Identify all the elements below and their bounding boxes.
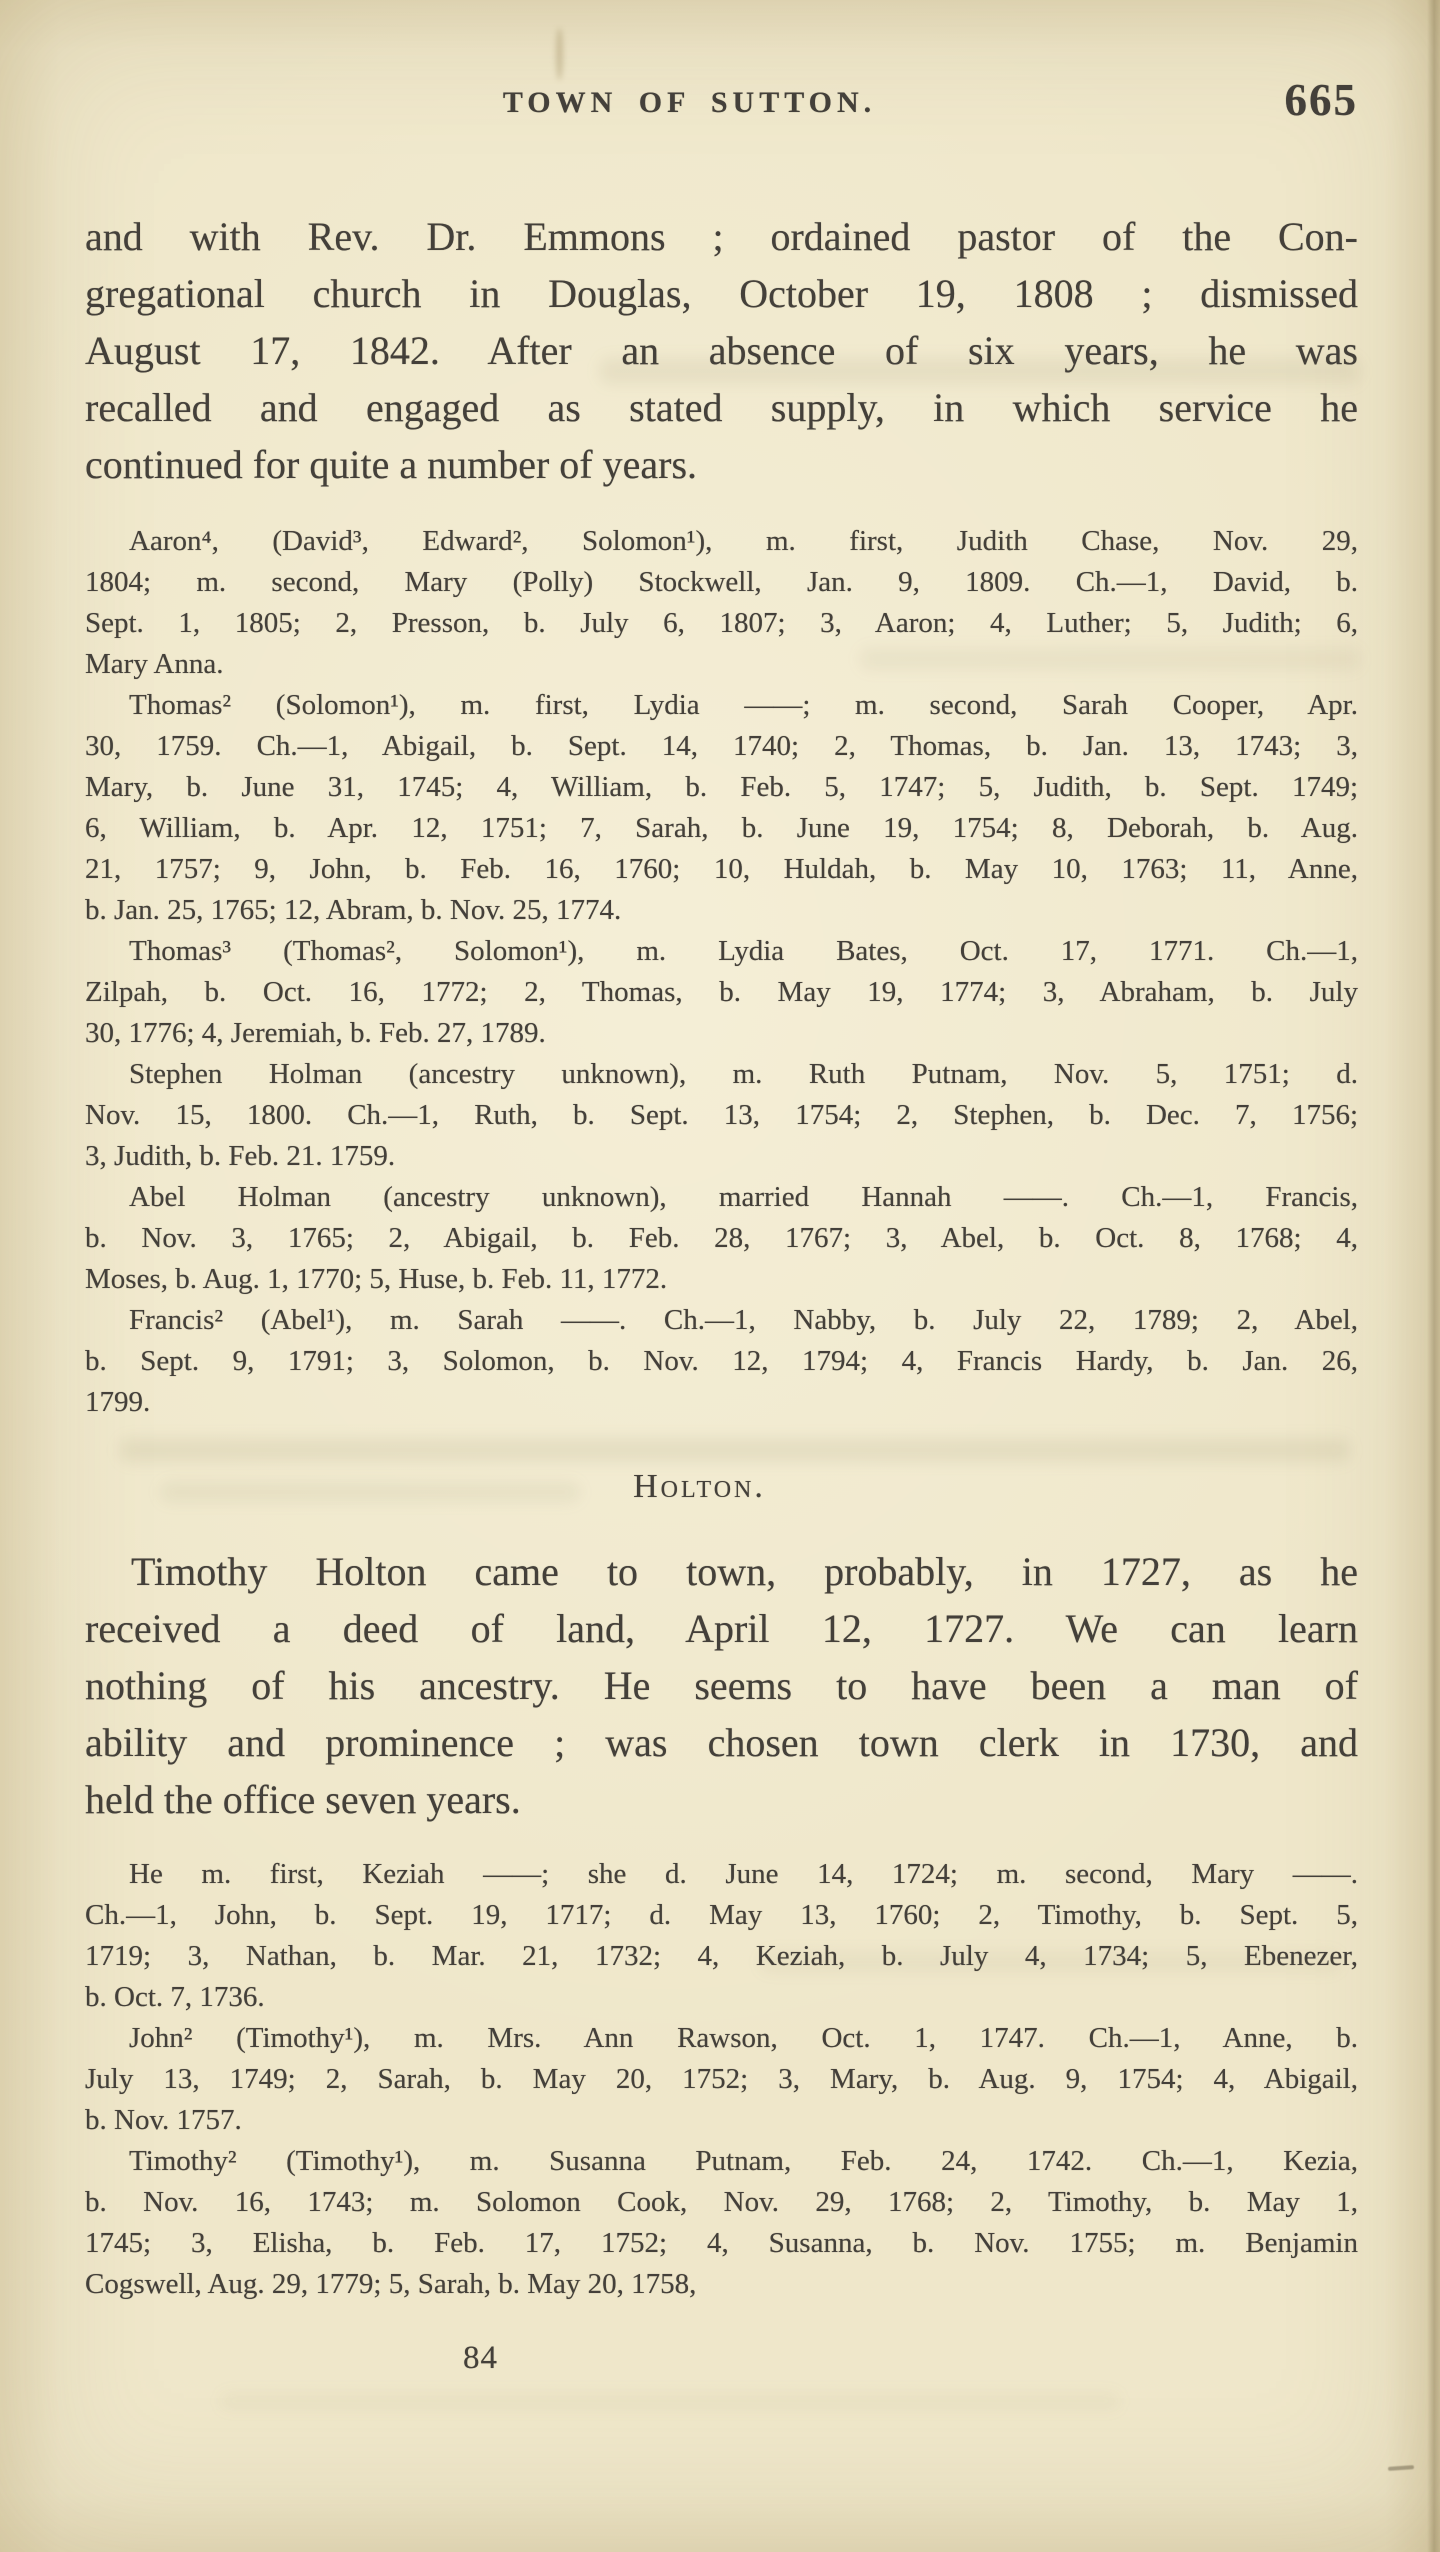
text-line: b. Nov. 3, 1765; 2, Abigail, b. Feb. 28, 1767; 3, Abel, b. Oct. 8, 1768; 4, [85,1222,1358,1254]
text-line: 30, 1776; 4, Jeremiah, b. Feb. 27, 1789. [85,1017,546,1049]
signature-mark: 84 [463,2340,498,2376]
text-line: Moses, b. Aug. 1, 1770; 5, Huse, b. Feb. 11, 1772. [85,1263,668,1295]
text-line: Abel Holman (ancestry unknown), married Hannah ——. Ch.—1, Francis, [129,1181,1358,1213]
text-line: b. Sept. 9, 1791; 3, Solomon, b. Nov. 12, 1794; 4, Francis Hardy, b. Jan. 26, [85,1345,1358,1377]
paragraph [85,1543,1358,1828]
text-line: b. Oct. 7, 1736. [85,1981,265,2013]
paragraph [85,1300,1358,1423]
paragraph [85,2018,1358,2141]
text-line: held the office seven years. [85,1777,521,1822]
paragraph [85,931,1358,1054]
text-line: 3, Judith, b. Feb. 21. 1759. [85,1140,396,1172]
text-line: Cogswell, Aug. 29, 1779; 5, Sarah, b. May 20, 1758, [85,2268,697,2300]
text-line: July 13, 1749; 2, Sarah, b. May 20, 1752; 3, Mary, b. Aug. 9, 1754; 4, Abigail, [85,2063,1358,2095]
text-line: gregational church in Douglas, October 19, 1808 ; dismissed [85,271,1358,316]
paragraph [85,1054,1358,1177]
ink-speck [1388,2465,1414,2471]
paragraph [85,208,1358,493]
text-line: Zilpah, b. Oct. 16, 1772; 2, Thomas, b. May 19, 1774; 3, Abraham, b. July [85,976,1358,1008]
text-line: John² (Timothy¹), m. Mrs. Ann Rawson, Oct. 1, 1747. Ch.—1, Anne, b. [129,2022,1358,2054]
page-body [85,0,1358,2305]
text-line: and with Rev. Dr. Emmons ; ordained pastor of the Con- [85,214,1358,259]
text-line: Timothy Holton came to town, probably, in 1727, as he [131,1549,1358,1594]
paragraph [85,521,1358,685]
text-line: Ch.—1, John, b. Sept. 19, 1717; d. May 13, 1760; 2, Timothy, b. Sept. 5, [85,1899,1358,1931]
text-line: recalled and engaged as stated supply, in which service he [85,385,1358,430]
text-line: Thomas³ (Thomas², Solomon¹), m. Lydia Bates, Oct. 17, 1771. Ch.—1, [129,935,1358,967]
text-line: Thomas² (Solomon¹), m. first, Lydia ——; m. second, Sarah Cooper, Apr. [129,689,1358,721]
text-line: continued for quite a number of years. [85,442,698,487]
text-line: 1719; 3, Nathan, b. Mar. 21, 1732; 4, Keziah, b. July 4, 1734; 5, Ebenezer, [85,1940,1358,1972]
section-heading: Holton. [633,1468,766,1505]
text-line: Timothy² (Timothy¹), m. Susanna Putnam, Feb. 24, 1742. Ch.—1, Kezia, [129,2145,1358,2177]
text-line: He m. first, Keziah ——; she d. June 14, 1724; m. second, Mary ——. [129,1858,1358,1890]
text-line: Sept. 1, 1805; 2, Presson, b. July 6, 1807; 3, Aaron; 4, Luther; 5, Judith; 6, [85,607,1358,639]
text-line: 1745; 3, Elisha, b. Feb. 17, 1752; 4, Susanna, b. Nov. 1755; m. Benjamin [85,2227,1358,2259]
text-line: 6, William, b. Apr. 12, 1751; 7, Sarah, b. June 19, 1754; 8, Deborah, b. Aug. [85,812,1358,844]
text-line: Francis² (Abel¹), m. Sarah ——. Ch.—1, Nabby, b. July 22, 1789; 2, Abel, [129,1304,1358,1336]
text-line: 1804; m. second, Mary (Polly) Stockwell, Jan. 9, 1809. Ch.—1, David, b. [85,566,1358,598]
text-line: 30, 1759. Ch.—1, Abigail, b. Sept. 14, 1740; 2, Thomas, b. Jan. 13, 1743; 3, [85,730,1358,762]
text-line: nothing of his ancestry. He seems to have been a man of [85,1663,1358,1708]
text-line: Stephen Holman (ancestry unknown), m. Ruth Putnam, Nov. 5, 1751; d. [129,1058,1358,1090]
text-line: b. Jan. 25, 1765; 12, Abram, b. Nov. 25, 1774. [85,894,622,926]
running-title: TOWN OF SUTTON. [502,86,877,119]
paragraph [85,685,1358,931]
paragraph [85,1854,1358,2018]
text-line: ability and prominence ; was chosen town clerk in 1730, and [85,1720,1358,1765]
text-line: Mary, b. June 31, 1745; 4, William, b. Feb. 5, 1747; 5, Judith, b. Sept. 1749; [85,771,1358,803]
page-edge-shadow [1427,0,1440,2552]
paragraph [85,2141,1358,2305]
text-line: b. Nov. 16, 1743; m. Solomon Cook, Nov. 29, 1768; 2, Timothy, b. May 1, [85,2186,1358,2218]
paragraph [85,1177,1358,1300]
text-line: 21, 1757; 9, John, b. Feb. 16, 1760; 10, Huldah, b. May 10, 1763; 11, Anne, [85,853,1358,885]
bleed-through-smudge [220,2392,1120,2410]
text-line: received a deed of land, April 12, 1727. We can learn [85,1606,1358,1651]
text-line: b. Nov. 1757. [85,2104,242,2136]
text-line: 1799. [85,1386,151,1418]
text-line: August 17, 1842. After an absence of six years, he was [85,328,1358,373]
text-line: Nov. 15, 1800. Ch.—1, Ruth, b. Sept. 13, 1754; 2, Stephen, b. Dec. 7, 1756; [85,1099,1358,1131]
text-line: Aaron⁴, (David³, Edward², Solomon¹), m. first, Judith Chase, Nov. 29, [129,525,1358,557]
text-line: Mary Anna. [85,648,224,680]
page-number: 665 [1284,75,1358,125]
